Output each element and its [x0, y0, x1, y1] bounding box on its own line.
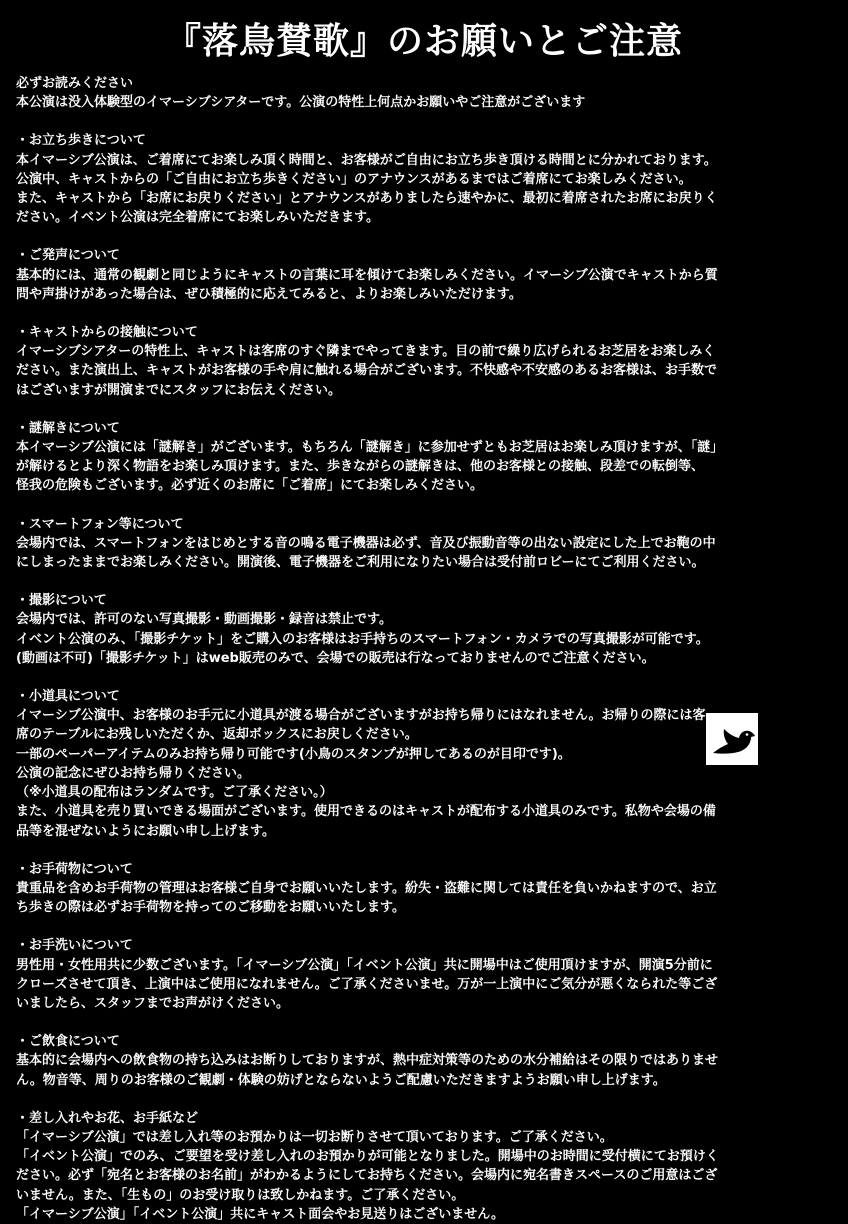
section-line: 基本的には、通常の観劇と同じようにキャストの言葉に耳を傾けてお楽しみください。イマーシブ公演でキャストから質 [16, 267, 718, 283]
section-heading: ・スマートフォン等について [16, 516, 184, 532]
section-line: 公演の記念にぜひお持ち帰りください。 [16, 765, 251, 781]
section-line: 公演中、キャストからの「ご自由にお立ち歩きください」のアナウンスがあるまではご着席にてお楽しみください。 [16, 171, 692, 187]
intro-block [16, 74, 832, 112]
section-line: (動画は不可)「撮影チケット」はweb販売のみで、会場での販売は行なっておりませんのでご注意ください。 [16, 650, 655, 666]
section-line: 席のテーブルにお残しいただくか、返却ボックスにお戻しください。 [16, 727, 418, 743]
section-line: また、キャストから「お席にお戻りください」とアナウンスがありましたら速やかに、最初に着席されたお席にお戻りく [16, 191, 718, 207]
notice-section [16, 860, 832, 918]
notice-section [16, 131, 832, 227]
section-heading: ・お立ち歩きについて [16, 133, 146, 149]
section-line: 一部のペーパーアイテムのみお持ち帰り可能です(小鳥のスタンプが押してあるのが目印です)。 [16, 746, 571, 762]
notice-section [16, 419, 832, 496]
section-line: ち歩きの際は必ずお手荷物を持ってのご移動をお願いいたします。 [16, 900, 405, 916]
section-heading: ・差し入れやお花、お手紙など [16, 1110, 199, 1126]
notice-section [16, 1109, 832, 1224]
section-line: にしまったままでお楽しみください。開演後、電子機器をご利用になりたい場合は受付前ロビーにてご利用ください。 [16, 555, 705, 571]
bird-stamp-icon [706, 713, 758, 765]
section-heading: ・ご飲食について [16, 1034, 120, 1050]
notice-section [16, 1032, 832, 1090]
section-line: 「イマーシブ公演」「イベント公演」共にキャスト面会やお見送りはございません。 [16, 1206, 505, 1222]
section-line: ださい。イベント公演は完全着席にてお楽しみいただきます。 [16, 210, 379, 226]
intro-heading: 必ずお読みください [16, 76, 134, 91]
bird-silhouette [713, 729, 755, 754]
section-line: 本イマーシブ公演には「謎解き」がございます。もちろん「謎解き」に参加せずともお芝居はお楽しみ頂けますが、「謎」 [16, 440, 724, 456]
section-heading: ・お手洗いについて [16, 938, 133, 954]
section-line: ださい。必ず「宛名とお客様のお名前」がわかるようにしてお持ちください。会場内に宛名書きスペースのご用意はござ [16, 1168, 718, 1184]
page-title: 『落鳥賛歌』のお願いとご注意 [164, 21, 683, 62]
section-line: いましたら、スタッフまでお声がけください。 [16, 995, 290, 1011]
section-line: 男性用・女性用共に少数ございます。「イマーシブ公演」「イベント公演」共に開場中はご使用頂けますが、開演5分前に [16, 957, 713, 973]
section-line: ん。物音等、周りのお客様のご観劇・体験の妨げとならないようご配慮いただきますようお願い申し上げます。 [16, 1072, 666, 1088]
section-line: 本イマーシブ公演は、ご着席にてお楽しみ頂く時間と、お客様がご自由にお立ち歩き頂ける時間とに分かれております。 [16, 152, 717, 168]
section-line: イマーシブシアターの特性上、キャストは客席のすぐ隣までやってきます。目の前で繰り広げられるお芝居をお楽しみく [16, 344, 716, 360]
section-line: いません。また、「生もの」のお受け取りは致しかねます。ご了承ください。 [16, 1187, 465, 1203]
section-line: ださい。また演出上、キャストがお客様の手や肩に触れる場合がございます。不快感や不安感のあるお客様は、お手数で [16, 363, 717, 379]
section-line: が解けるとより深く物語をお楽しみ頂けます。また、歩きながらの謎解きは、他のお客様との接触、段差での転倒等、 [16, 459, 704, 475]
section-line: 「イマーシブ公演」では差し入れ等のお預かりは一切お断りさせて頂いております。ご了承ください。 [16, 1129, 613, 1145]
section-line: イマーシブ公演中、お客様のお手元に小道具が渡る場合がございますがお持ち帰りにはなれません。お帰りの際には客 [16, 708, 706, 724]
section-heading: ・撮影について [16, 593, 107, 609]
section-heading: ・キャストからの接触について [16, 325, 198, 341]
notice-section [16, 936, 832, 1013]
section-line: イベント公演のみ、「撮影チケット」をご購入のお客様はお手持ちのスマートフォン・カメラでの写真撮影が可能です。 [16, 631, 709, 647]
section-line: （※小道具の配布はランダムです。ご了承ください。） [16, 785, 333, 801]
intro-line: 本公演は没入体験型のイマーシブシアターです。公演の特性上何点かお願いやご注意がございます [16, 95, 586, 111]
section-line: 怪我の危険もございます。必ず近くのお席に「ご着席」にてお楽しみください。 [16, 478, 483, 494]
section-line: 貴重品を含めお手荷物の管理はお客様ご自身でお願いいたします。紛失・盗難に関しては責任を負いかねますので、お立 [16, 880, 717, 896]
section-line: 「イベント公演」でのみ、ご要望を受け差し入れのお預かりが可能となりました。開場中のお時間に受付横にてお預けく [16, 1149, 719, 1165]
section-heading: ・謎解きについて [16, 420, 120, 436]
notice-sections [16, 131, 832, 1224]
section-line: 問や声掛けがあった場合は、ぜひ積極的に応えてみると、よりお楽しみいただけます。 [16, 286, 522, 302]
bird-stamp-svg [706, 713, 758, 765]
section-line: クローズさせて頂き、上演中はご使用になれません。ご了承くださいませ。万が一上演中にご気分が悪くなられた等ござ [16, 976, 718, 992]
notice-section [16, 323, 832, 400]
bird-eye [746, 733, 749, 736]
section-line: 基本的に会場内への飲食物の持ち込みはお断りしておりますが、熱中症対策等のための水分補給はその限りではありませ [16, 1053, 719, 1069]
notice-section [16, 515, 832, 573]
section-heading: ・お手荷物について [16, 861, 133, 877]
section-line: はございますが開演までにスタッフにお伝えください。 [16, 382, 342, 398]
section-line: 会場内では、スマートフォンをはじめとする音の鳴る電子機器は必ず、音及び振動音等の出ない設定にした上でお鞄の中 [16, 535, 716, 551]
section-heading: ・小道具について [16, 689, 120, 705]
notice-section [16, 591, 832, 668]
section-heading: ・ご発声について [16, 248, 120, 264]
section-line: また、小道具を売り買いできる場面がございます。使用できるのはキャストが配布する小道具のみです。私物や会場の備 [16, 804, 716, 820]
notice-section [16, 246, 832, 304]
section-line: 会場内では、許可のない写真撮影・動画撮影・録音は禁止です。 [16, 612, 392, 628]
section-line: 品等を混ぜないようにお願い申し上げます。 [16, 823, 275, 839]
